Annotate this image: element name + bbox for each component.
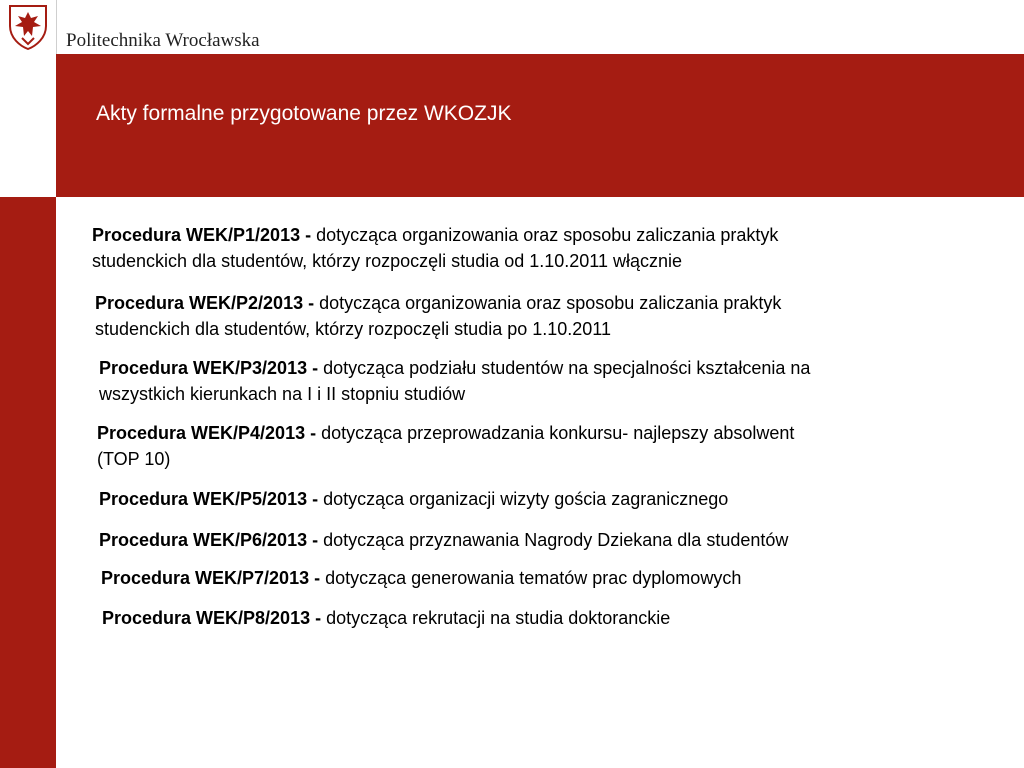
procedure-code: Procedura WEK/P2/2013 - — [95, 293, 315, 313]
title-band — [56, 54, 1024, 197]
procedure-item — [101, 565, 741, 591]
procedure-description-cont: studenckich dla studentów, którzy rozpoczęli studia od 1.10.2011 włącznie — [92, 251, 683, 271]
procedure-item — [97, 420, 794, 472]
logo — [0, 0, 56, 54]
procedure-description: dotycząca przyznawania Nagrody Dziekana dla studentów — [323, 530, 789, 550]
procedure-code: Procedura WEK/P4/2013 - — [97, 423, 317, 443]
procedure-description-cont: studenckich dla studentów, którzy rozpoczęli studia po 1.10.2011 — [95, 319, 611, 339]
procedure-item — [99, 527, 788, 553]
eagle-shield-icon — [8, 4, 48, 50]
procedure-description-cont: wszystkich kierunkach na I i II stopniu studiów — [99, 384, 466, 404]
left-accent-bar — [0, 197, 56, 768]
header-divider — [56, 0, 57, 54]
procedure-description-cont: (TOP 10) — [97, 449, 171, 469]
university-name: Politechnika Wrocławska — [66, 30, 260, 51]
procedure-code: Procedura WEK/P1/2013 - — [92, 225, 312, 245]
procedure-description: dotycząca generowania tematów prac dyplomowych — [325, 568, 742, 588]
procedure-item — [95, 290, 781, 342]
procedure-description: dotycząca organizacji wizyty gościa zagranicznego — [323, 489, 729, 509]
slide-title: Akty formalne przygotowane przez WKOZJK — [96, 102, 512, 125]
procedure-code: Procedura WEK/P7/2013 - — [101, 568, 321, 588]
procedure-description: dotycząca podziału studentów na specjalności kształcenia na — [323, 358, 811, 378]
procedure-description: dotycząca organizowania oraz sposobu zaliczania praktyk — [319, 293, 782, 313]
procedure-code: Procedura WEK/P5/2013 - — [99, 489, 319, 509]
procedure-code: Procedura WEK/P6/2013 - — [99, 530, 319, 550]
procedure-code: Procedura WEK/P3/2013 - — [99, 358, 319, 378]
procedure-item — [99, 355, 810, 407]
procedure-description: dotycząca organizowania oraz sposobu zaliczania praktyk — [316, 225, 779, 245]
procedure-item — [99, 486, 728, 512]
procedure-item — [92, 222, 778, 274]
procedure-description: dotycząca rekrutacji na studia doktoranckie — [326, 608, 671, 628]
procedure-code: Procedura WEK/P8/2013 - — [102, 608, 322, 628]
procedure-item — [102, 605, 670, 631]
procedure-description: dotycząca przeprowadzania konkursu- najlepszy absolwent — [321, 423, 795, 443]
